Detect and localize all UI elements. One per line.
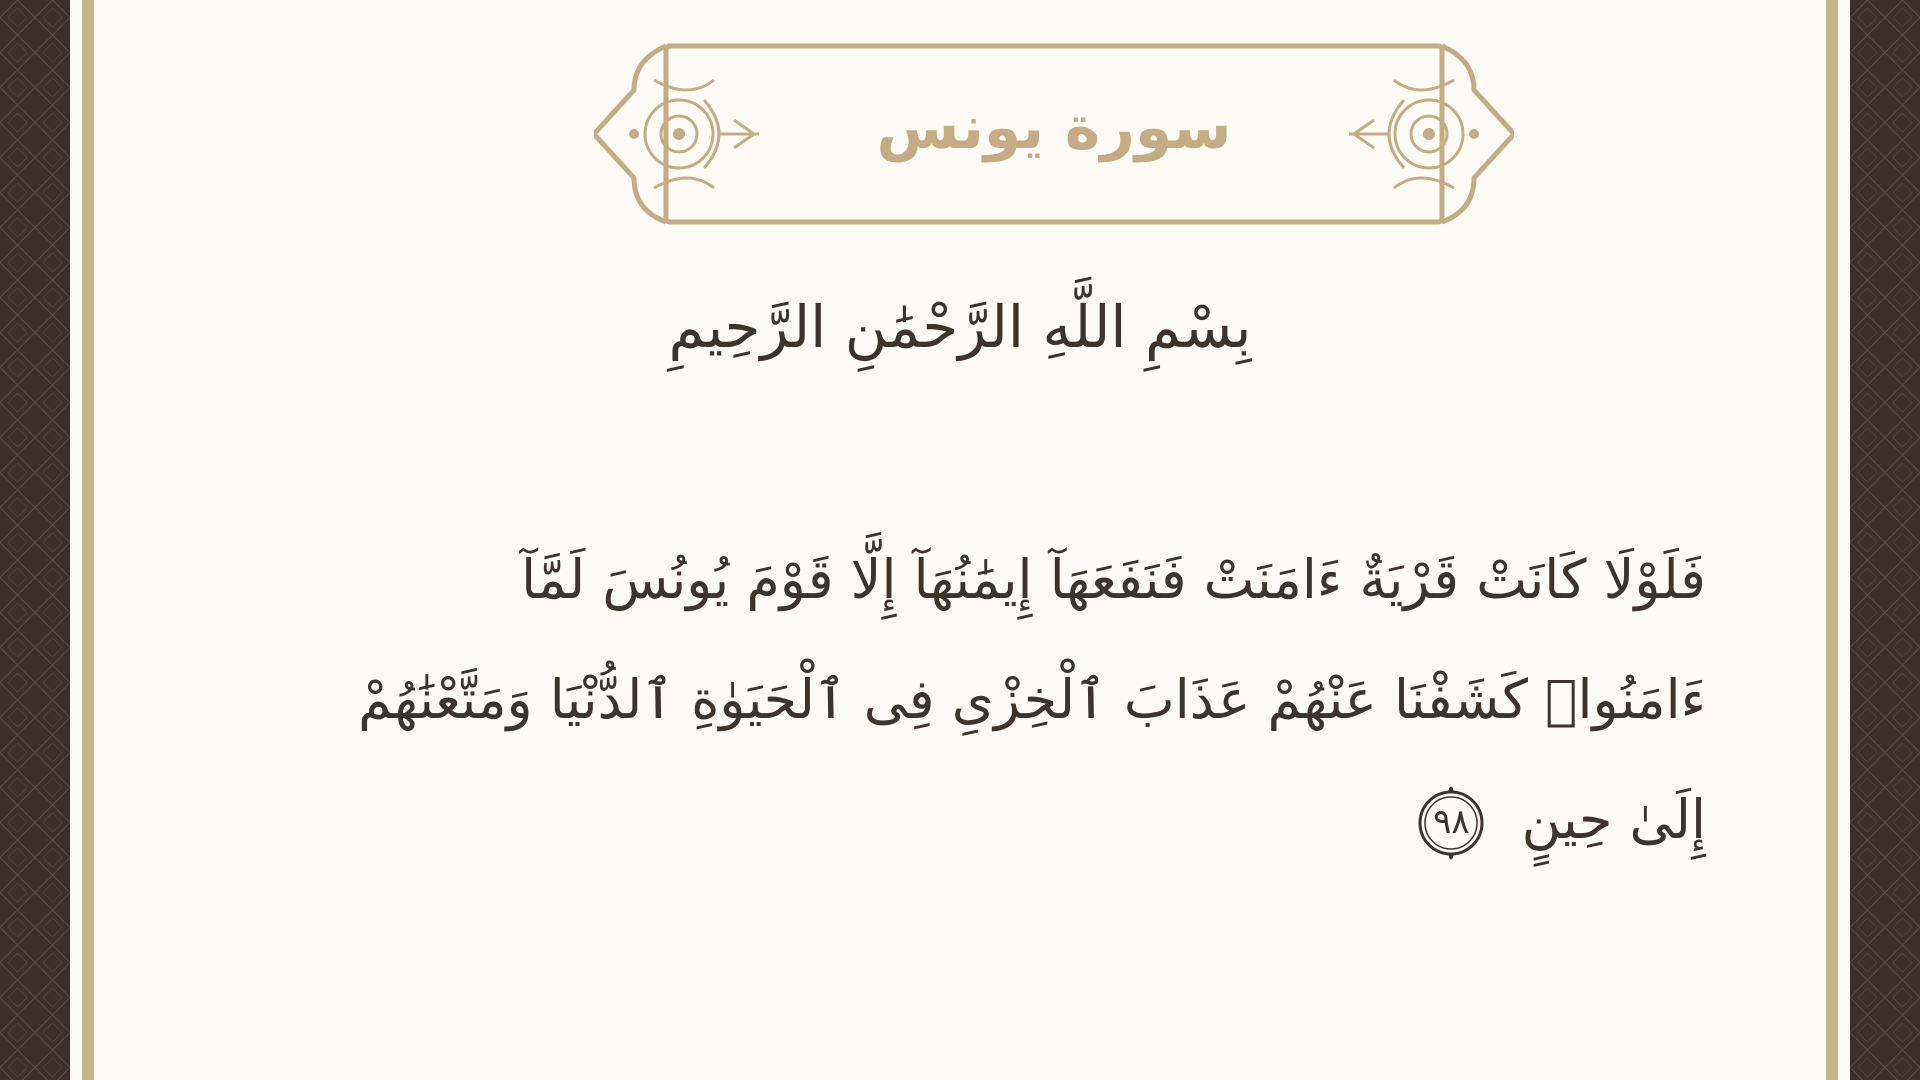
left-gold-rule: [82, 0, 94, 1080]
surah-title-frame: [594, 40, 1514, 230]
basmala: بِسْمِ اللَّهِ الرَّحْمَٰنِ الرَّحِيمِ: [668, 293, 1252, 361]
right-border-pattern: [1850, 0, 1920, 1080]
surah-title: سورة يونس: [876, 93, 1232, 163]
left-inner-margin: [70, 0, 82, 1080]
right-gold-rule: [1826, 0, 1838, 1080]
page: [94, 0, 1826, 1080]
ayah-number-marker: [1412, 784, 1490, 862]
verse-body: فَلَوْلَا كَانَتْ قَرْيَةٌ ءَامَنَتْ فَنَفَعَهَآ إِيمَٰنُهَآ إِلَّا قَوْمَ يُونُسَ لَمَّآ ءَامَنُوا۟ كَشَفْنَا عَنْهُمْ عَذَابَ ٱلْخِزْىِ فِى ٱلْحَيَوٰةِ ٱلدُّنْيَا وَمَتَّعْنَٰهُمْ إِلَىٰ حِينٍ: [358, 548, 1706, 851]
ayah-number: ٩٨: [1433, 802, 1470, 843]
left-border-pattern: [0, 0, 70, 1080]
right-inner-margin: [1838, 0, 1850, 1080]
verse-text: [344, 520, 1706, 880]
